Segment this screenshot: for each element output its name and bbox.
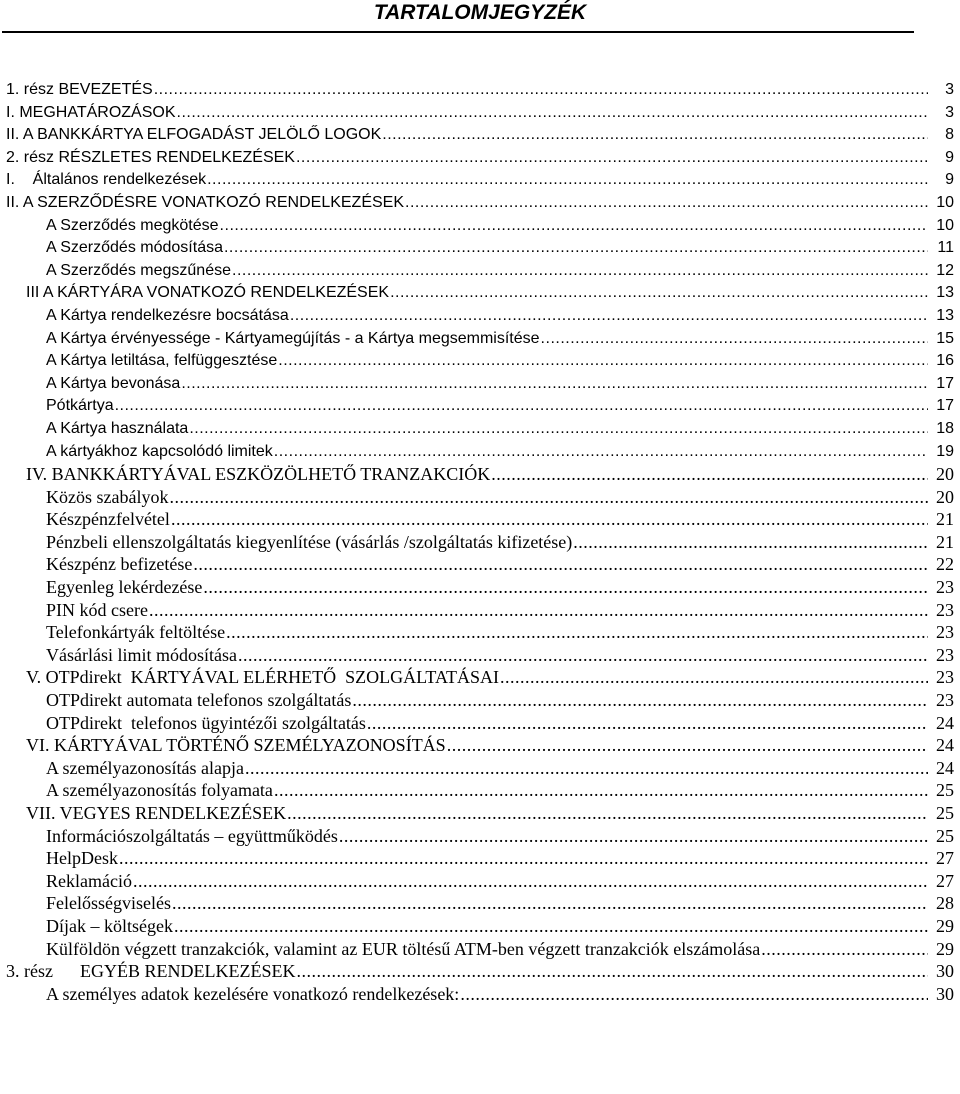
toc-entry[interactable] — [0, 666, 960, 689]
dot-leader — [382, 124, 928, 147]
toc-entry-label: Készpénz befizetése — [46, 554, 193, 575]
toc-entry-label: Készpénzfelvétel — [46, 509, 170, 530]
toc-entry-page-number: 23 — [936, 599, 954, 620]
toc-entry-page-number: 17 — [936, 397, 954, 415]
toc-entry[interactable] — [0, 553, 960, 576]
toc-entry[interactable] — [0, 938, 960, 961]
toc-entry[interactable] — [0, 102, 960, 125]
toc-entry-page-number: 24 — [936, 712, 954, 733]
toc-entry[interactable] — [0, 418, 960, 441]
toc-entry[interactable] — [0, 441, 960, 464]
document-title: TARTALOMJEGYZÉK — [373, 1, 587, 24]
dot-leader — [238, 644, 928, 667]
toc-entry-page-number: 22 — [936, 554, 954, 575]
dot-leader — [154, 79, 928, 102]
toc-entry[interactable] — [0, 79, 960, 102]
toc-entry[interactable] — [0, 689, 960, 712]
toc-entry-page-number: 27 — [936, 870, 954, 891]
toc-entry-label: A személyazonosítás alapja — [46, 757, 244, 778]
toc-entry-page-number: 27 — [936, 848, 954, 869]
toc-entry[interactable] — [0, 260, 960, 283]
toc-entry-label: Telefonkártyák feltöltése — [46, 622, 226, 643]
toc-entry-label: A Kártya rendelkezésre bocsátása — [46, 306, 289, 324]
toc-entry[interactable] — [0, 237, 960, 260]
toc-entry-label: Reklamáció — [46, 870, 132, 891]
dot-leader — [171, 508, 928, 531]
toc-entry-page-number: 8 — [945, 126, 954, 144]
toc-entry[interactable] — [0, 915, 960, 938]
dot-leader — [447, 734, 928, 757]
toc-entry-page-number: 9 — [945, 171, 954, 189]
dot-leader — [203, 576, 928, 599]
toc-entry-label: I. MEGHATÁROZÁSOK — [6, 103, 176, 121]
toc-entry[interactable] — [0, 328, 960, 351]
toc-entry-label: OTPdirekt telefonos ügyintézői szolgáltatás — [46, 712, 366, 733]
toc-entry[interactable] — [0, 486, 960, 509]
toc-entry[interactable] — [0, 802, 960, 825]
dot-leader — [296, 960, 928, 983]
dot-leader — [287, 802, 928, 825]
toc-entry[interactable] — [0, 508, 960, 531]
toc-entry-label: OTPdirekt automata telefonos szolgáltatás — [46, 690, 352, 711]
toc-entry-label: 1. rész BEVEZETÉS — [6, 81, 153, 98]
dot-leader — [181, 373, 928, 396]
toc-entry[interactable] — [0, 215, 960, 238]
toc-entry-page-number: 29 — [936, 938, 954, 959]
title-underline — [2, 31, 914, 33]
dot-leader — [339, 825, 928, 848]
toc-entry-label: A Kártya letiltása, felfüggesztése — [46, 352, 278, 370]
toc-entry-page-number: 10 — [936, 216, 954, 234]
toc-entry[interactable] — [0, 576, 960, 599]
toc-entry-label: Egyenleg lekérdezése — [46, 577, 203, 598]
toc-entry-page-number: 21 — [936, 509, 954, 530]
toc-entry[interactable] — [0, 757, 960, 780]
toc-entry[interactable] — [0, 825, 960, 848]
toc-entry-page-number: 28 — [936, 893, 954, 914]
toc-entry-page-number: 20 — [936, 464, 954, 485]
toc-entry-page-number: 13 — [936, 284, 954, 302]
toc-entry-page-number: 15 — [936, 329, 954, 347]
toc-entry-label: V. OTPdirekt KÁRTYÁVAL ELÉRHETŐ SZOLGÁLTATÁSAI — [26, 667, 499, 688]
dot-leader — [224, 237, 928, 260]
toc-entry-label: A Kártya bevonása — [46, 374, 181, 392]
toc-entry-page-number: 23 — [936, 644, 954, 665]
toc-entry-page-number: 25 — [936, 780, 954, 801]
toc-entry-label: A Szerződés megszűnése — [46, 261, 231, 279]
dot-leader — [232, 260, 928, 283]
toc-entry-label: Felelősségviselés — [46, 893, 171, 914]
toc-entry-label: III A KÁRTYÁRA VONATKOZÓ RENDELKEZÉSEK — [26, 284, 390, 302]
dot-leader — [169, 486, 928, 509]
toc-entry-page-number: 11 — [937, 239, 954, 257]
toc-entry-page-number: 23 — [936, 690, 954, 711]
toc-entry-label: A Szerződés megkötése — [46, 216, 219, 234]
toc-entry[interactable] — [0, 983, 960, 1006]
dot-leader — [274, 441, 928, 464]
toc-entry-page-number: 12 — [936, 261, 954, 279]
toc-entry-page-number: 23 — [936, 622, 954, 643]
toc-entry-page-number: 24 — [936, 735, 954, 756]
toc-entry[interactable] — [0, 847, 960, 870]
toc-entry-label: 3. rész EGYÉB RENDELKEZÉSEK — [6, 961, 296, 982]
toc-entry-label: Külföldön végzett tranzakciók, valamint az EUR töltésű ATM-ben végzett tranzakciók elszámolása — [46, 938, 761, 959]
toc-entry-page-number: 30 — [936, 961, 954, 982]
toc-entry-label: II. A SZERZŐDÉSRE VONATKOZÓ RENDELKEZÉSEK — [6, 193, 405, 211]
toc-entry[interactable] — [0, 644, 960, 667]
dot-leader — [541, 328, 928, 351]
dot-leader — [352, 689, 928, 712]
toc-entry-label: A Kártya érvényessége - Kártyamegújítás - a Kártya megsemmisítése — [46, 329, 540, 347]
toc-entry-page-number: 19 — [936, 442, 954, 460]
toc-entry-label: A Szerződés módosítása — [46, 239, 223, 257]
toc-entry-label: A személyazonosítás folyamata — [46, 780, 273, 801]
toc-entry-label: IV. BANKKÁRTYÁVAL ESZKÖZÖLHETŐ TRANZAKCIÓK — [26, 464, 491, 485]
toc-entry-page-number: 10 — [936, 193, 954, 211]
toc-entry-page-number: 17 — [936, 374, 954, 392]
toc-entry-page-number: 3 — [945, 103, 954, 121]
toc-entry-page-number: 3 — [945, 81, 954, 98]
toc-entry-label: A kártyákhoz kapcsolódó limitek — [46, 442, 273, 460]
toc-entry-label: 2. rész RÉSZLETES RENDELKEZÉSEK — [6, 148, 295, 166]
dot-leader — [274, 779, 928, 802]
toc-entry-page-number: 25 — [936, 825, 954, 846]
dot-leader — [177, 102, 929, 125]
toc-entry[interactable] — [0, 892, 960, 915]
dot-leader — [278, 350, 928, 373]
toc-entry[interactable] — [0, 779, 960, 802]
dot-leader — [245, 757, 928, 780]
dot-leader — [290, 305, 928, 328]
toc-entry-page-number: 16 — [936, 352, 954, 370]
toc-entry[interactable] — [0, 305, 960, 328]
toc-entry[interactable] — [0, 350, 960, 373]
toc-entry[interactable] — [0, 124, 960, 147]
toc-entry[interactable] — [0, 599, 960, 622]
dot-leader — [133, 870, 928, 893]
dot-leader — [149, 599, 928, 622]
toc-entry-page-number: 23 — [936, 667, 954, 688]
toc-entry-label: VII. VEGYES RENDELKEZÉSEK — [26, 803, 287, 823]
toc-entry[interactable] — [0, 192, 960, 215]
toc-entry-label: VI. KÁRTYÁVAL TÖRTÉNŐ SZEMÉLYAZONOSÍTÁS — [26, 735, 446, 756]
toc-entry-page-number: 9 — [945, 148, 954, 166]
toc-entry-label: Pénzbeli ellenszolgáltatás kiegyenlítése (vásárlás /szolgáltatás kifizetése) — [46, 531, 573, 552]
dot-leader — [390, 282, 928, 305]
toc-entry-label: PIN kód csere — [46, 599, 148, 620]
dot-leader — [405, 192, 928, 215]
dot-leader — [174, 915, 928, 938]
toc-entry-label: Információszolgáltatás – együttműködés — [46, 825, 338, 846]
dot-leader — [573, 531, 928, 554]
toc-entry-page-number: 23 — [936, 577, 954, 598]
toc-entry[interactable] — [0, 531, 960, 554]
toc-entry-page-number: 29 — [936, 915, 954, 936]
toc-entry-page-number: 24 — [936, 757, 954, 778]
dot-leader — [500, 666, 928, 689]
toc-entry[interactable] — [0, 870, 960, 893]
toc-entry-page-number: 25 — [936, 803, 954, 823]
dot-leader — [189, 418, 928, 441]
dot-leader — [491, 463, 928, 486]
toc-entry[interactable] — [0, 734, 960, 757]
dot-leader — [115, 395, 928, 418]
table-of-contents — [0, 79, 960, 1005]
toc-entry-label: HelpDesk — [46, 848, 118, 869]
toc-entry[interactable] — [0, 960, 960, 983]
toc-entry-label: II. A BANKKÁRTYA ELFOGADÁST JELÖLŐ LOGOK — [6, 126, 382, 144]
toc-entry-label: Díjak – költségek — [46, 915, 173, 936]
toc-entry[interactable] — [0, 169, 960, 192]
toc-entry-label: Vásárlási limit módosítása — [46, 644, 237, 665]
toc-entry-label: Közös szabályok — [46, 486, 169, 507]
toc-entry[interactable] — [0, 373, 960, 396]
toc-entry-label: I. Általános rendelkezések — [6, 171, 207, 189]
dot-leader — [172, 892, 928, 915]
dot-leader — [367, 712, 928, 735]
toc-entry[interactable] — [0, 463, 960, 486]
dot-leader — [207, 169, 928, 192]
toc-entry-label: Pótkártya — [46, 397, 114, 415]
toc-entry-page-number: 13 — [936, 306, 954, 324]
dot-leader — [761, 938, 928, 961]
toc-entry[interactable] — [0, 712, 960, 735]
toc-entry[interactable] — [0, 282, 960, 305]
toc-entry-label: A személyes adatok kezelésére vonatkozó rendelkezések: — [46, 983, 460, 1004]
toc-entry-page-number: 30 — [936, 983, 954, 1004]
dot-leader — [460, 983, 928, 1006]
dot-leader — [193, 553, 928, 576]
dot-leader — [296, 147, 928, 170]
toc-entry-page-number: 20 — [936, 486, 954, 507]
toc-entry[interactable] — [0, 147, 960, 170]
dot-leader — [226, 621, 928, 644]
dot-leader — [220, 215, 928, 238]
toc-entry-page-number: 18 — [936, 419, 954, 437]
toc-entry-label: A Kártya használata — [46, 419, 189, 437]
dot-leader — [119, 847, 928, 870]
toc-entry-page-number: 21 — [936, 531, 954, 552]
toc-entry[interactable] — [0, 621, 960, 644]
toc-entry[interactable] — [0, 395, 960, 418]
